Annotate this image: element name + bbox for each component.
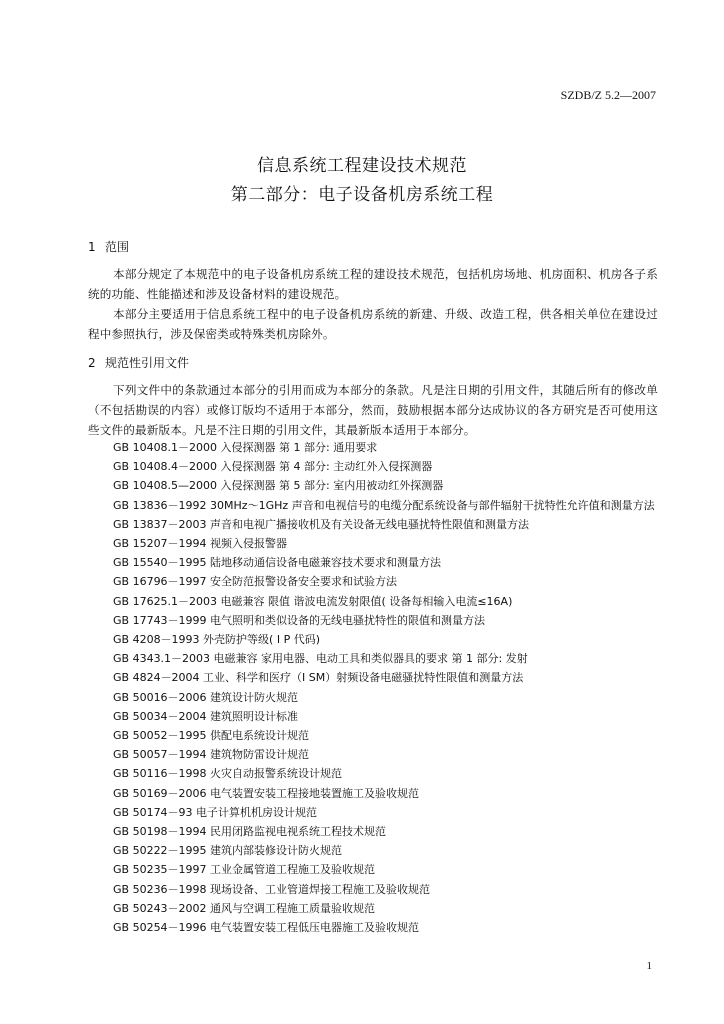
reference-item: GB 4343.1－2003 电磁兼容 家用电器、电动工具和类似器具的要求 第 1 部分: 发射 [113,652,528,666]
reference-item: GB 50235－1997 工业金属管道工程施工及验收规范 [113,863,376,877]
section-heading-normative-references [88,354,189,371]
reference-list [113,438,658,937]
page-number: 1 [646,960,652,972]
reference-item: GB 50198－1994 民用闭路监视电视系统工程技术规范 [113,825,387,839]
reference-item: GB 50254－1996 电气装置安装工程低压电器施工及验收规范 [113,921,420,935]
reference-item: GB 10408.1－2000 入侵探测器 第 1 部分: 通用要求 [113,441,378,454]
reference-item: GB 10408.5—2000 入侵探测器 第 5 部分: 室内用被动红外探测器 [113,479,444,493]
reference-item: GB 50243－2002 通风与空调工程施工质量验收规范 [113,901,376,915]
reference-item: GB 50034－2004 建筑照明设计标准 [113,709,299,723]
document-subtitle: 第二部分：电子设备机房系统工程 [230,185,494,205]
paragraph: 下列文件中的条款通过本部分的引用而成为本部分的条款。凡是注日期的引用文件，其随后所有的修改单（不包括勘误的内容）或修订版均不适用于本部分，然而，鼓励根据本部分达成协议的各方研究是否可使用这些文件的最新版本。凡是不注日期的引用文件，其最新版本适用于本部分。 [88,383,658,437]
reference-item: GB 50016－2006 建筑设计防火规范 [113,690,299,704]
reference-item: GB 50174－93 电子计算机机房设计规范 [113,805,318,819]
reference-item: GB 50169－2006 电气装置安装工程接地装置施工及验收规范 [113,786,420,800]
reference-item: GB 4208－1993 外壳防护等级( I P 代码) [113,633,321,647]
reference-item: GB 50236－1998 现场设备、工业管道焊接工程施工及验收规范 [113,882,431,896]
reference-item: GB 10408.4－2000 入侵探测器 第 4 部分: 主动红外入侵探测器 [113,460,433,474]
section-title: 规范性引用文件 [105,356,190,370]
section-number: 1 [88,240,96,254]
reference-item: GB 17743－1999 电气照明和类似设备的无线电骚扰特性的限值和测量方法 [113,613,486,627]
reference-item: GB 4824－2004 工业、科学和医疗（I SM）射频设备电磁骚扰特性限值和测量方法 [113,671,524,685]
reference-item: GB 17625.1－2003 电磁兼容 限值 谐波电流发射限值( 设备每相输入电流≤16A) [113,594,513,608]
reference-item: GB 50052－1995 供配电系统设计规范 [113,729,310,743]
reference-item: GB 50222－1995 建筑内部装修设计防火规范 [113,844,343,858]
reference-item: GB 16796－1997 安全防范报警设备安全要求和试验方法 [113,575,398,589]
section-heading-scope [88,238,129,255]
section-title: 范围 [105,240,130,254]
section-number: 2 [88,356,96,370]
paragraph: 本部分规定了本规范中的电子设备机房系统工程的建设技术规范，包括机房场地、机房面积、机房各子系统的功能、性能描述和涉及设备材料的建设规范。 [88,267,658,301]
reference-item: GB 15207－1994 视频入侵报警器 [113,537,288,551]
reference-item: GB 15540－1995 陆地移动通信设备电磁兼容技术要求和测量方法 [113,556,442,570]
reference-item: GB 50116－1998 火灾自动报警系统设计规范 [113,767,343,781]
document-code: SZDB/Z 5.2—2007 [560,88,656,102]
paragraph: 本部分主要适用于信息系统工程中的电子设备机房系统的新建、升级、改造工程，供各相关单位在建设过程中参照执行，涉及保密类或特殊类机房除外。 [88,307,658,341]
reference-item: GB 13837－2003 声音和电视广播接收机及有关设备无线电骚扰特性限值和测量方法 [113,517,530,531]
reference-item: GB 50057－1994 建筑物防雷设计规范 [113,748,310,762]
document-title: 信息系统工程建设技术规范 [257,156,467,176]
reference-item: GB 13836－1992 30MHz～1GHz 声音和电视信号的电缆分配系统设备与部件辐射干扰特性允许值和测量方法 [113,498,655,512]
